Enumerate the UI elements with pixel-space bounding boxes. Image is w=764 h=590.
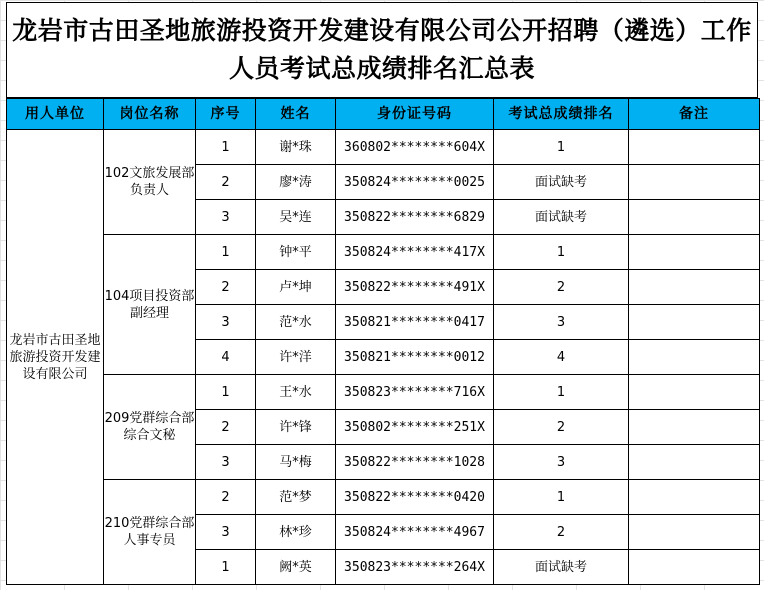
cell-id[interactable]: 350823********716X [336,375,494,410]
cell-no[interactable]: 1 [196,130,256,165]
cell-no[interactable]: 3 [196,445,256,480]
header-position[interactable]: 岗位名称 [104,99,196,130]
cell-name[interactable]: 阙*英 [256,550,336,585]
header-id[interactable]: 身份证号码 [336,99,494,130]
cell-note[interactable] [629,200,760,235]
cell-rank[interactable]: 面试缺考 [494,165,629,200]
cell-position[interactable]: 210党群综合部人事专员 [104,480,196,585]
cell-note[interactable] [629,445,760,480]
cell-note[interactable] [629,550,760,585]
cell-name[interactable]: 马*梅 [256,445,336,480]
cell-rank[interactable]: 1 [494,480,629,515]
cell-id[interactable]: 350823********264X [336,550,494,585]
cell-name[interactable]: 林*珍 [256,515,336,550]
cell-id[interactable]: 360802********604X [336,130,494,165]
header-note[interactable]: 备注 [629,99,760,130]
cell-note[interactable] [629,480,760,515]
cell-rank[interactable]: 面试缺考 [494,200,629,235]
header-no[interactable]: 序号 [196,99,256,130]
cell-id[interactable]: 350822********0420 [336,480,494,515]
cell-id[interactable]: 350822********491X [336,270,494,305]
cell-no[interactable]: 2 [196,165,256,200]
cell-no[interactable]: 3 [196,515,256,550]
cell-no[interactable]: 1 [196,375,256,410]
cell-name[interactable]: 许*洋 [256,340,336,375]
cell-note[interactable] [629,375,760,410]
cell-id[interactable]: 350821********0417 [336,305,494,340]
cell-name[interactable]: 范*梦 [256,480,336,515]
cell-note[interactable] [629,305,760,340]
cell-rank[interactable]: 2 [494,270,629,305]
cell-position[interactable]: 104项目投资部副经理 [104,235,196,375]
cell-note[interactable] [629,270,760,305]
cell-id[interactable]: 350824********4967 [336,515,494,550]
table-body [7,130,760,585]
cell-rank[interactable]: 面试缺考 [494,550,629,585]
cell-name[interactable]: 廖*涛 [256,165,336,200]
cell-rank[interactable]: 1 [494,130,629,165]
cell-unit[interactable]: 龙岩市古田圣地旅游投资开发建设有限公司 [7,130,104,585]
table-row [7,235,760,270]
page-title [6,2,758,98]
header-name[interactable]: 姓名 [256,99,336,130]
cell-name[interactable]: 卢*坤 [256,270,336,305]
cell-note[interactable] [629,165,760,200]
header-row [7,99,760,130]
cell-no[interactable]: 3 [196,200,256,235]
cell-name[interactable]: 范*水 [256,305,336,340]
results-table [6,98,760,585]
cell-name[interactable]: 王*水 [256,375,336,410]
cell-rank[interactable]: 3 [494,305,629,340]
cell-rank[interactable]: 2 [494,410,629,445]
title-text: 龙岩市古田圣地旅游投资开发建设有限公司公开招聘（遴选）工作人员考试总成绩排名汇总表 [12,16,752,83]
cell-id[interactable]: 350824********0025 [336,165,494,200]
cell-id[interactable]: 350802********251X [336,410,494,445]
cell-note[interactable] [629,410,760,445]
cell-no[interactable]: 1 [196,235,256,270]
cell-id[interactable]: 350822********6829 [336,200,494,235]
cell-name[interactable]: 吴*连 [256,200,336,235]
cell-position[interactable]: 102文旅发展部负责人 [104,130,196,235]
cell-rank[interactable]: 3 [494,445,629,480]
header-rank[interactable]: 考试总成绩排名 [494,99,629,130]
cell-note[interactable] [629,235,760,270]
cell-id[interactable]: 350822********1028 [336,445,494,480]
cell-no[interactable]: 4 [196,340,256,375]
cell-name[interactable]: 许*锋 [256,410,336,445]
cell-name[interactable]: 谢*珠 [256,130,336,165]
cell-name[interactable]: 钟*平 [256,235,336,270]
cell-position[interactable]: 209党群综合部综合文秘 [104,375,196,480]
cell-rank[interactable]: 1 [494,235,629,270]
cell-rank[interactable]: 1 [494,375,629,410]
table-row [7,375,760,410]
table-row [7,130,760,165]
cell-no[interactable]: 2 [196,270,256,305]
cell-rank[interactable]: 4 [494,340,629,375]
header-unit[interactable]: 用人单位 [7,99,104,130]
cell-no[interactable]: 1 [196,550,256,585]
cell-no[interactable]: 3 [196,305,256,340]
cell-note[interactable] [629,130,760,165]
cell-note[interactable] [629,340,760,375]
cell-id[interactable]: 350821********0012 [336,340,494,375]
cell-note[interactable] [629,515,760,550]
cell-no[interactable]: 2 [196,480,256,515]
cell-id[interactable]: 350824********417X [336,235,494,270]
table-row [7,480,760,515]
cell-no[interactable]: 2 [196,410,256,445]
cell-rank[interactable]: 2 [494,515,629,550]
